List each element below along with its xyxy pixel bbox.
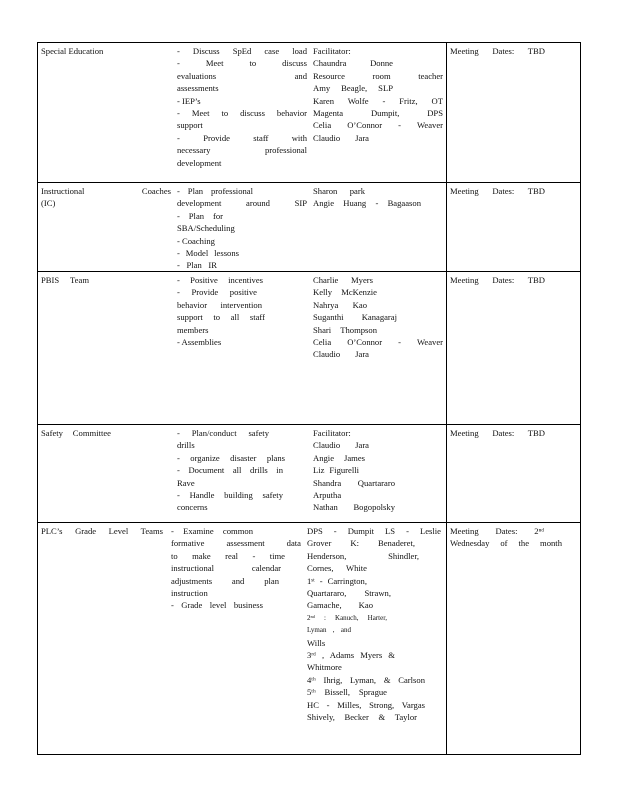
meeting-dates-cell: Meeting Dates: TBD: [446, 183, 582, 271]
team-name-cell: PLC’s Grade Level Teams: [41, 526, 163, 536]
members-cell: Facilitator: Chaundra Donne Resource room teacher Amy Beagle, SLP Karen Wolfe - Fritz, OT Magenta Dumpit, DPS Celia O’Connor - Weaver Claudio Jara: [313, 46, 443, 143]
tasks-cell: - Plan professional development around SIP - Plan for SBA/Scheduling - Coaching - Model lessons - Plan IR: [177, 186, 307, 271]
team-name-cell: Safety Committee: [41, 428, 111, 438]
meeting-dates-cell: Meeting Dates: 2ⁿᵈ Wednesday of the month: [446, 523, 582, 754]
meeting-dates-cell: Meeting Dates: TBD: [446, 425, 582, 522]
meeting-dates-cell: Meeting Dates: TBD: [446, 43, 582, 182]
team-name-cell: Instructional Coaches (IC): [41, 186, 171, 209]
table-row: [37, 271, 581, 424]
table-row: [37, 42, 581, 182]
team-name: Special Education: [41, 46, 104, 56]
meeting-dates-cell: Meeting Dates: TBD: [446, 272, 582, 424]
team-name-cell: [38, 43, 174, 182]
members-cell: Charlie Myers Kelly McKenzie Nahrya Kao Suganthi Kanagaraj Shari Thompson Celia O’Connor - Weaver Claudio Jara: [313, 275, 443, 360]
tasks-cell: - Plan/conduct safety drills - organize disaster plans - Document all drills in Rave - Handle building safety concerns: [177, 428, 285, 513]
tasks-cell: - Discuss SpEd case load - Meet to discuss evaluations and assessments - IEP’s - Meet to discuss behavior support - Provide staff with necessary professional development: [177, 46, 307, 168]
team-name-cell: PBIS Team: [41, 275, 89, 285]
table-row: [37, 522, 581, 755]
members-cell: Sharon park Angie Huang - Bagaason: [313, 186, 421, 209]
committee-table: [37, 42, 581, 755]
members-cell: Facilitator: Claudio Jara Angie James Liz Figurelli Shandra Quartararo Arputha Nathan Bogopolsky: [313, 428, 395, 513]
table-row: [37, 182, 581, 271]
table-row: [37, 424, 581, 522]
members-cell: DPS - Dumpit LS - Leslie Grover K: Benaderet, Henderson, Shindler, Cornes, White 1ˢᵗ - Carrington, Quartararo, Strawn, Gamache, Kao 2ⁿᵈ : Kanuch, Harter, Lyman , and Wills 3ʳᵈ , Adams Myers & Whitmore 4ᵗʰ Ihrig, Lyman, & Carlson 5ᵗʰ Bissell, Sprague HC - Milles, Strong, Vargas Shively, Becker & Taylor: [307, 526, 441, 723]
tasks-cell: - Positive incentives - Provide positive behavior intervention support to all staff members - Assemblies: [177, 275, 265, 348]
tasks-cell: - Examine common formative assessment data to make real - time instructional calendar adjustments and plan instruction - Grade level business: [171, 526, 301, 611]
